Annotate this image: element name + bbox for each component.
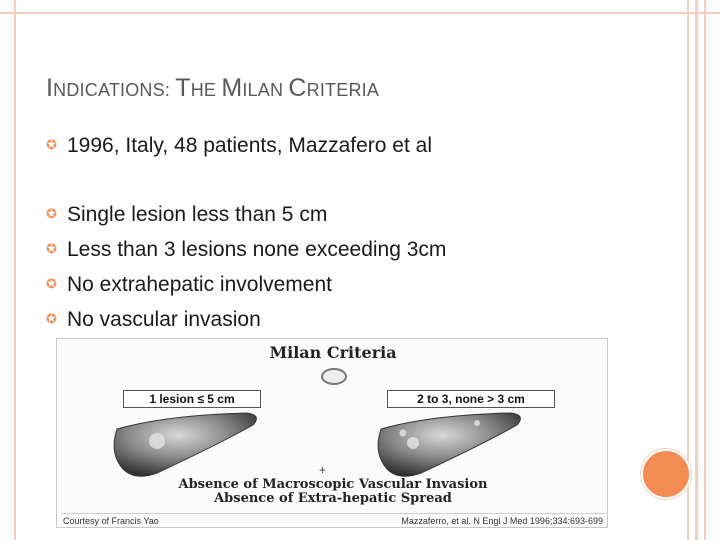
title-rest: HE <box>190 80 222 100</box>
decorative-left-line <box>14 0 16 540</box>
bullet-text: 1996, Italy, 48 patients, Mazzafero et al <box>67 134 432 157</box>
figure-footer <box>61 513 605 525</box>
figure-label-multiple-lesions: 2 to 3, none > 3 cm <box>387 390 555 408</box>
figure-criterion-extrahepatic: Absence of Extra-hepatic Spread <box>214 491 452 506</box>
liver-illustrations <box>57 411 608 481</box>
title-cap: M <box>221 74 243 102</box>
bullet-text: Single lesion less than 5 cm <box>67 203 328 226</box>
title-rest: NDICATIONS: <box>53 80 176 100</box>
figure-label-single-lesion: 1 lesion ≤ 5 cm <box>123 390 261 408</box>
bullet-item <box>46 308 261 332</box>
bullet-item <box>46 134 432 158</box>
decorative-right-line <box>695 0 698 540</box>
milan-criteria-figure <box>56 338 608 528</box>
slide-title <box>46 74 379 103</box>
bullet-text: No vascular invasion <box>67 308 261 331</box>
liver-multiple-lesions <box>378 413 520 476</box>
bullet-text: Less than 3 lesions none exceeding 3cm <box>67 238 447 261</box>
figure-credit: Courtesy of Francis Yao <box>63 516 159 526</box>
lesion <box>400 430 407 437</box>
bullet-icon: ✪ <box>46 276 57 291</box>
lesion <box>407 437 419 449</box>
bullet-item <box>46 273 332 297</box>
figure-criterion-vascular: Absence of Macroscopic Vascular Invasion <box>178 477 488 492</box>
title-rest: ILAN <box>242 80 289 100</box>
figure-citation: Mazzaferro, et al. N Engl J Med 1996;334:693-699 <box>401 516 603 526</box>
liver-single-lesion <box>114 413 256 476</box>
bullet-text: No extrahepatic involvement <box>67 273 332 296</box>
decorative-right-line <box>704 0 706 540</box>
title-cap: T <box>175 74 191 102</box>
figure-plus: + <box>319 463 327 477</box>
bullet-item <box>46 238 446 262</box>
bullet-icon: ✪ <box>46 311 57 326</box>
bullet-icon: ✪ <box>46 137 57 152</box>
figure-title: Milan Criteria <box>269 343 397 362</box>
title-cap: C <box>288 74 307 102</box>
title-cap: I <box>46 74 54 102</box>
figure-ring-icon <box>321 368 347 385</box>
bullet-icon: ✪ <box>46 206 57 221</box>
bullet-icon: ✪ <box>46 241 57 256</box>
lesion <box>474 420 480 426</box>
decorative-top-line <box>0 12 720 14</box>
decorative-orange-circle <box>641 449 691 499</box>
title-rest: RITERIA <box>306 80 380 100</box>
bullet-item <box>46 203 327 227</box>
decorative-right-line <box>687 0 689 540</box>
lesion <box>149 433 165 449</box>
